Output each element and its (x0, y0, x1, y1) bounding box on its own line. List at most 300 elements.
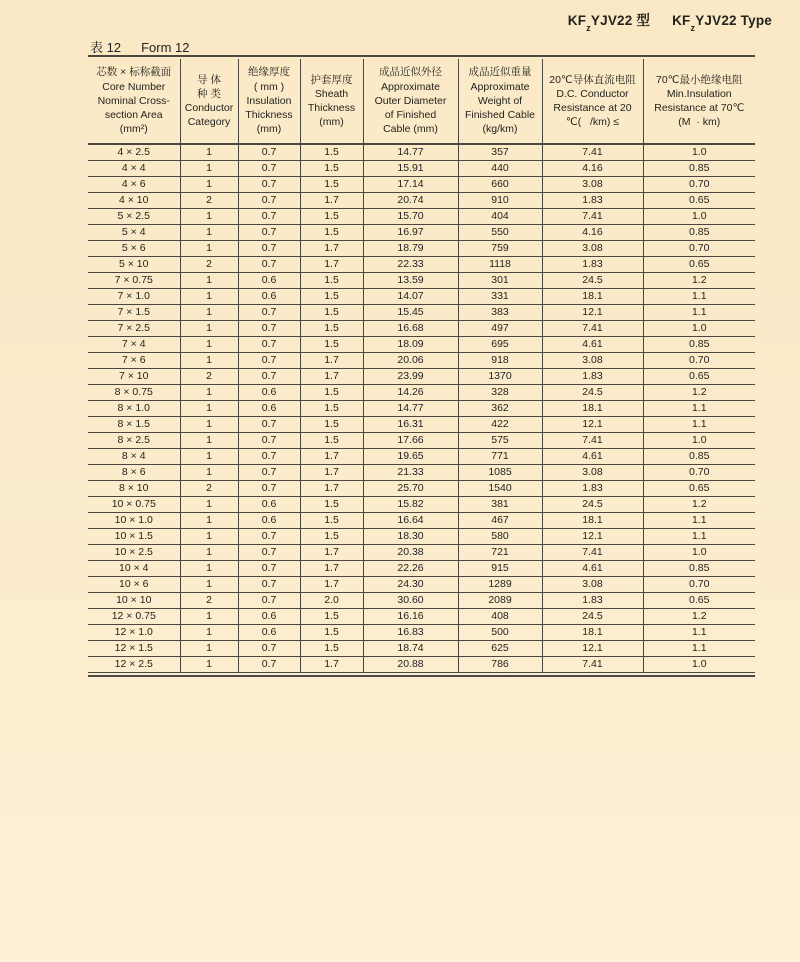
table-row (88, 161, 755, 177)
table-row (88, 449, 755, 465)
model-en-subscript: z (690, 22, 696, 33)
cell-cable-weight: 357 (458, 144, 542, 161)
cell-core-size: 10 × 1.5 (88, 529, 180, 545)
cell-dc-resistance: 18.1 (542, 625, 643, 641)
cell-insulation-thickness: 0.7 (238, 193, 300, 209)
cell-sheath-thickness: 1.7 (300, 353, 363, 369)
cell-conductor-category: 1 (180, 321, 238, 337)
table-bottom-rule (88, 675, 755, 677)
table-row (88, 257, 755, 273)
cell-cable-weight: 1370 (458, 369, 542, 385)
cell-conductor-category: 1 (180, 225, 238, 241)
table-body (88, 144, 755, 673)
cell-outer-diameter: 14.77 (363, 401, 458, 417)
cell-outer-diameter: 18.79 (363, 241, 458, 257)
cell-core-size: 12 × 1.0 (88, 625, 180, 641)
cell-sheath-thickness: 1.5 (300, 641, 363, 657)
cell-min-insulation-resistance: 1.0 (643, 209, 755, 225)
cell-core-size: 12 × 0.75 (88, 609, 180, 625)
cell-cable-weight: 625 (458, 641, 542, 657)
cell-cable-weight: 301 (458, 273, 542, 289)
cell-dc-resistance: 7.41 (542, 657, 643, 673)
cell-min-insulation-resistance: 1.1 (643, 641, 755, 657)
cell-outer-diameter: 15.91 (363, 161, 458, 177)
cell-sheath-thickness: 1.5 (300, 161, 363, 177)
cell-sheath-thickness: 1.5 (300, 144, 363, 161)
spec-table (88, 59, 755, 673)
cell-insulation-thickness: 0.6 (238, 497, 300, 513)
cell-insulation-thickness: 0.7 (238, 144, 300, 161)
cell-core-size: 8 × 10 (88, 481, 180, 497)
page-title (568, 9, 772, 31)
table-row (88, 609, 755, 625)
cell-sheath-thickness: 1.7 (300, 465, 363, 481)
cell-min-insulation-resistance: 0.65 (643, 193, 755, 209)
model-en-rest: YJV22 Type (695, 13, 772, 28)
cell-outer-diameter: 30.60 (363, 593, 458, 609)
cell-conductor-category: 1 (180, 417, 238, 433)
cell-min-insulation-resistance: 0.65 (643, 257, 755, 273)
cell-outer-diameter: 18.74 (363, 641, 458, 657)
cell-conductor-category: 1 (180, 144, 238, 161)
cell-dc-resistance: 1.83 (542, 257, 643, 273)
cell-dc-resistance: 3.08 (542, 241, 643, 257)
cell-conductor-category: 2 (180, 193, 238, 209)
cell-insulation-thickness: 0.7 (238, 593, 300, 609)
cell-min-insulation-resistance: 1.1 (643, 289, 755, 305)
table-row (88, 577, 755, 593)
cell-dc-resistance: 1.83 (542, 593, 643, 609)
column-header-outer-diameter: 成品近似外径 Approximate Outer Diameter of Finished Cable (mm) (363, 59, 458, 144)
cell-min-insulation-resistance: 1.2 (643, 385, 755, 401)
cell-outer-diameter: 18.09 (363, 337, 458, 353)
cell-sheath-thickness: 1.5 (300, 497, 363, 513)
cell-min-insulation-resistance: 0.65 (643, 593, 755, 609)
cell-sheath-thickness: 1.5 (300, 273, 363, 289)
cell-core-size: 10 × 2.5 (88, 545, 180, 561)
cell-min-insulation-resistance: 1.1 (643, 401, 755, 417)
cell-cable-weight: 381 (458, 497, 542, 513)
table-header (88, 59, 755, 144)
cell-dc-resistance: 7.41 (542, 209, 643, 225)
cell-cable-weight: 2089 (458, 593, 542, 609)
cell-core-size: 7 × 2.5 (88, 321, 180, 337)
cell-outer-diameter: 14.07 (363, 289, 458, 305)
cell-core-size: 5 × 2.5 (88, 209, 180, 225)
table-row (88, 433, 755, 449)
cell-insulation-thickness: 0.7 (238, 481, 300, 497)
cell-min-insulation-resistance: 1.0 (643, 321, 755, 337)
column-header-conductor-category: 导 体 种 类 Conductor Category (180, 59, 238, 144)
cell-core-size: 5 × 6 (88, 241, 180, 257)
cell-cable-weight: 467 (458, 513, 542, 529)
cell-cable-weight: 497 (458, 321, 542, 337)
cell-cable-weight: 721 (458, 545, 542, 561)
cell-core-size: 10 × 0.75 (88, 497, 180, 513)
cell-conductor-category: 1 (180, 577, 238, 593)
cell-insulation-thickness: 0.7 (238, 545, 300, 561)
cell-min-insulation-resistance: 1.1 (643, 625, 755, 641)
cell-min-insulation-resistance: 0.85 (643, 449, 755, 465)
cell-conductor-category: 2 (180, 257, 238, 273)
cell-insulation-thickness: 0.7 (238, 209, 300, 225)
table-row (88, 353, 755, 369)
cell-sheath-thickness: 1.5 (300, 529, 363, 545)
cell-outer-diameter: 20.74 (363, 193, 458, 209)
cell-cable-weight: 383 (458, 305, 542, 321)
cell-conductor-category: 1 (180, 561, 238, 577)
cell-dc-resistance: 7.41 (542, 144, 643, 161)
cell-sheath-thickness: 1.7 (300, 369, 363, 385)
cell-min-insulation-resistance: 1.1 (643, 417, 755, 433)
column-header-core-size: 芯数 × 标称截面 Core Number Nominal Cross- section Area (mm²) (88, 59, 180, 144)
cell-sheath-thickness: 1.7 (300, 449, 363, 465)
cell-core-size: 7 × 4 (88, 337, 180, 353)
cell-core-size: 7 × 1.5 (88, 305, 180, 321)
cell-insulation-thickness: 0.7 (238, 641, 300, 657)
cell-min-insulation-resistance: 1.1 (643, 529, 755, 545)
cell-sheath-thickness: 1.5 (300, 417, 363, 433)
cell-dc-resistance: 24.5 (542, 273, 643, 289)
cell-sheath-thickness: 1.5 (300, 385, 363, 401)
table-row (88, 369, 755, 385)
cell-conductor-category: 1 (180, 161, 238, 177)
cell-outer-diameter: 16.31 (363, 417, 458, 433)
cell-conductor-category: 1 (180, 609, 238, 625)
cell-insulation-thickness: 0.7 (238, 417, 300, 433)
cell-dc-resistance: 3.08 (542, 353, 643, 369)
cell-conductor-category: 2 (180, 593, 238, 609)
cell-outer-diameter: 25.70 (363, 481, 458, 497)
cell-cable-weight: 408 (458, 609, 542, 625)
cell-min-insulation-resistance: 1.2 (643, 609, 755, 625)
cell-dc-resistance: 1.83 (542, 193, 643, 209)
cell-min-insulation-resistance: 0.70 (643, 177, 755, 193)
cell-core-size: 7 × 10 (88, 369, 180, 385)
table-row (88, 545, 755, 561)
cell-cable-weight: 575 (458, 433, 542, 449)
cell-dc-resistance: 4.61 (542, 449, 643, 465)
cell-min-insulation-resistance: 0.85 (643, 561, 755, 577)
header-row (88, 59, 755, 144)
table-row (88, 401, 755, 417)
table-row (88, 625, 755, 641)
cell-outer-diameter: 22.26 (363, 561, 458, 577)
cell-outer-diameter: 15.45 (363, 305, 458, 321)
column-header-dc-resistance: 20℃导体直流电阻 D.C. Conductor Resistance at 20 ℃( /km) ≤ (542, 59, 643, 144)
column-header-cable-weight: 成品近似重量 Approximate Weight of Finished Cable (kg/km) (458, 59, 542, 144)
cell-dc-resistance: 7.41 (542, 321, 643, 337)
cell-sheath-thickness: 1.7 (300, 561, 363, 577)
cell-insulation-thickness: 0.6 (238, 273, 300, 289)
cell-outer-diameter: 21.33 (363, 465, 458, 481)
cell-dc-resistance: 1.83 (542, 369, 643, 385)
cell-dc-resistance: 12.1 (542, 417, 643, 433)
cell-sheath-thickness: 1.5 (300, 321, 363, 337)
cell-conductor-category: 1 (180, 513, 238, 529)
cell-outer-diameter: 16.68 (363, 321, 458, 337)
cell-sheath-thickness: 1.5 (300, 433, 363, 449)
cell-conductor-category: 1 (180, 241, 238, 257)
cell-insulation-thickness: 0.7 (238, 465, 300, 481)
cell-cable-weight: 362 (458, 401, 542, 417)
cell-core-size: 12 × 2.5 (88, 657, 180, 673)
table-caption-en: Form 12 (141, 40, 190, 55)
cell-insulation-thickness: 0.7 (238, 657, 300, 673)
cell-core-size: 4 × 6 (88, 177, 180, 193)
cell-cable-weight: 404 (458, 209, 542, 225)
cell-insulation-thickness: 0.7 (238, 257, 300, 273)
cell-min-insulation-resistance: 0.65 (643, 369, 755, 385)
cell-insulation-thickness: 0.7 (238, 337, 300, 353)
table-caption-cn: 表 12 (90, 40, 122, 55)
cell-dc-resistance: 24.5 (542, 497, 643, 513)
cell-insulation-thickness: 0.7 (238, 433, 300, 449)
cell-cable-weight: 695 (458, 337, 542, 353)
cell-min-insulation-resistance: 0.70 (643, 577, 755, 593)
cell-conductor-category: 1 (180, 273, 238, 289)
cell-dc-resistance: 3.08 (542, 465, 643, 481)
cell-min-insulation-resistance: 1.0 (643, 144, 755, 161)
cell-conductor-category: 1 (180, 385, 238, 401)
cell-min-insulation-resistance: 0.70 (643, 241, 755, 257)
cell-min-insulation-resistance: 0.70 (643, 353, 755, 369)
cell-conductor-category: 1 (180, 177, 238, 193)
cell-cable-weight: 1540 (458, 481, 542, 497)
cell-sheath-thickness: 1.5 (300, 225, 363, 241)
table-row (88, 465, 755, 481)
cell-conductor-category: 1 (180, 465, 238, 481)
cell-outer-diameter: 15.70 (363, 209, 458, 225)
cell-dc-resistance: 18.1 (542, 513, 643, 529)
cell-outer-diameter: 20.38 (363, 545, 458, 561)
cell-dc-resistance: 12.1 (542, 641, 643, 657)
cell-dc-resistance: 7.41 (542, 433, 643, 449)
cell-core-size: 4 × 10 (88, 193, 180, 209)
cell-conductor-category: 1 (180, 641, 238, 657)
table-row (88, 305, 755, 321)
column-header-insulation-thickness: 绝缘厚度 ( mm ) Insulation Thickness (mm) (238, 59, 300, 144)
cell-conductor-category: 1 (180, 497, 238, 513)
cell-insulation-thickness: 0.7 (238, 561, 300, 577)
model-cn-prefix: KF (567, 13, 587, 28)
cell-insulation-thickness: 0.7 (238, 305, 300, 321)
cell-conductor-category: 1 (180, 289, 238, 305)
cell-outer-diameter: 22.33 (363, 257, 458, 273)
cell-outer-diameter: 13.59 (363, 273, 458, 289)
cell-sheath-thickness: 1.7 (300, 657, 363, 673)
cell-dc-resistance: 18.1 (542, 401, 643, 417)
cell-core-size: 8 × 0.75 (88, 385, 180, 401)
cell-sheath-thickness: 1.5 (300, 609, 363, 625)
cell-outer-diameter: 19.65 (363, 449, 458, 465)
cell-cable-weight: 660 (458, 177, 542, 193)
cell-dc-resistance: 4.61 (542, 337, 643, 353)
cell-core-size: 10 × 6 (88, 577, 180, 593)
cell-outer-diameter: 16.16 (363, 609, 458, 625)
model-cn-rest: YJV22 型 (590, 13, 651, 28)
cell-cable-weight: 771 (458, 449, 542, 465)
table-row (88, 481, 755, 497)
cell-cable-weight: 1118 (458, 257, 542, 273)
cell-sheath-thickness: 1.7 (300, 241, 363, 257)
cell-outer-diameter: 14.26 (363, 385, 458, 401)
cell-dc-resistance: 18.1 (542, 289, 643, 305)
table-row (88, 225, 755, 241)
cell-conductor-category: 1 (180, 449, 238, 465)
cell-insulation-thickness: 0.6 (238, 289, 300, 305)
cell-sheath-thickness: 1.5 (300, 337, 363, 353)
cell-sheath-thickness: 1.7 (300, 481, 363, 497)
cell-dc-resistance: 4.16 (542, 161, 643, 177)
cell-dc-resistance: 1.83 (542, 481, 643, 497)
cell-insulation-thickness: 0.7 (238, 353, 300, 369)
cell-min-insulation-resistance: 0.85 (643, 161, 755, 177)
cell-sheath-thickness: 1.7 (300, 545, 363, 561)
cell-cable-weight: 580 (458, 529, 542, 545)
cell-sheath-thickness: 1.5 (300, 625, 363, 641)
column-header-sheath-thickness: 护套厚度 Sheath Thickness (mm) (300, 59, 363, 144)
cell-min-insulation-resistance: 1.0 (643, 433, 755, 449)
cell-conductor-category: 1 (180, 353, 238, 369)
cell-core-size: 8 × 6 (88, 465, 180, 481)
cell-min-insulation-resistance: 0.65 (643, 481, 755, 497)
cell-insulation-thickness: 0.7 (238, 177, 300, 193)
cell-insulation-thickness: 0.6 (238, 401, 300, 417)
cell-insulation-thickness: 0.6 (238, 609, 300, 625)
cell-cable-weight: 328 (458, 385, 542, 401)
cell-core-size: 10 × 1.0 (88, 513, 180, 529)
cell-min-insulation-resistance: 0.85 (643, 225, 755, 241)
cell-conductor-category: 2 (180, 369, 238, 385)
spec-table-wrap (88, 55, 755, 677)
cell-core-size: 8 × 1.0 (88, 401, 180, 417)
cell-outer-diameter: 20.06 (363, 353, 458, 369)
cell-sheath-thickness: 1.5 (300, 513, 363, 529)
table-row (88, 513, 755, 529)
cell-conductor-category: 1 (180, 305, 238, 321)
cell-dc-resistance: 4.16 (542, 225, 643, 241)
cell-core-size: 8 × 4 (88, 449, 180, 465)
cell-core-size: 12 × 1.5 (88, 641, 180, 657)
cell-insulation-thickness: 0.7 (238, 161, 300, 177)
cell-min-insulation-resistance: 1.1 (643, 513, 755, 529)
cell-outer-diameter: 16.64 (363, 513, 458, 529)
cell-insulation-thickness: 0.7 (238, 241, 300, 257)
cell-insulation-thickness: 0.6 (238, 513, 300, 529)
cell-core-size: 7 × 6 (88, 353, 180, 369)
cell-conductor-category: 1 (180, 433, 238, 449)
model-en-prefix: KF (672, 13, 691, 28)
cell-insulation-thickness: 0.7 (238, 449, 300, 465)
table-row (88, 337, 755, 353)
cell-dc-resistance: 24.5 (542, 385, 643, 401)
cell-conductor-category: 1 (180, 401, 238, 417)
cell-core-size: 4 × 4 (88, 161, 180, 177)
cell-dc-resistance: 7.41 (542, 545, 643, 561)
cell-dc-resistance: 3.08 (542, 177, 643, 193)
table-row (88, 209, 755, 225)
cell-sheath-thickness: 1.5 (300, 401, 363, 417)
cell-sheath-thickness: 2.0 (300, 593, 363, 609)
cell-core-size: 7 × 1.0 (88, 289, 180, 305)
cell-core-size: 7 × 0.75 (88, 273, 180, 289)
cell-cable-weight: 1289 (458, 577, 542, 593)
cell-dc-resistance: 12.1 (542, 305, 643, 321)
cell-dc-resistance: 24.5 (542, 609, 643, 625)
cell-insulation-thickness: 0.7 (238, 225, 300, 241)
cell-min-insulation-resistance: 1.2 (643, 497, 755, 513)
model-cn-subscript: z (586, 22, 591, 33)
cell-conductor-category: 1 (180, 209, 238, 225)
table-row (88, 193, 755, 209)
cell-dc-resistance: 4.61 (542, 561, 643, 577)
table-row (88, 273, 755, 289)
cell-insulation-thickness: 0.7 (238, 577, 300, 593)
cell-outer-diameter: 17.14 (363, 177, 458, 193)
cell-core-size: 10 × 10 (88, 593, 180, 609)
column-header-min-insulation-resistance: 70℃最小绝缘电阻 Min.Insulation Resistance at 70℃ (M · km) (643, 59, 755, 144)
table-row (88, 144, 755, 161)
cell-sheath-thickness: 1.5 (300, 177, 363, 193)
cell-sheath-thickness: 1.7 (300, 577, 363, 593)
cell-dc-resistance: 3.08 (542, 577, 643, 593)
table-row (88, 321, 755, 337)
cell-conductor-category: 1 (180, 545, 238, 561)
cell-core-size: 4 × 2.5 (88, 144, 180, 161)
cell-cable-weight: 759 (458, 241, 542, 257)
cell-min-insulation-resistance: 0.85 (643, 337, 755, 353)
cell-core-size: 8 × 1.5 (88, 417, 180, 433)
cell-cable-weight: 915 (458, 561, 542, 577)
cell-cable-weight: 550 (458, 225, 542, 241)
table-row (88, 497, 755, 513)
cell-cable-weight: 500 (458, 625, 542, 641)
cell-core-size: 5 × 10 (88, 257, 180, 273)
cell-outer-diameter: 17.66 (363, 433, 458, 449)
cell-min-insulation-resistance: 1.0 (643, 657, 755, 673)
cell-core-size: 5 × 4 (88, 225, 180, 241)
cell-cable-weight: 422 (458, 417, 542, 433)
cell-sheath-thickness: 1.7 (300, 257, 363, 273)
cell-cable-weight: 918 (458, 353, 542, 369)
cell-core-size: 10 × 4 (88, 561, 180, 577)
table-row (88, 593, 755, 609)
cell-core-size: 8 × 2.5 (88, 433, 180, 449)
cell-min-insulation-resistance: 1.0 (643, 545, 755, 561)
cell-cable-weight: 786 (458, 657, 542, 673)
cell-sheath-thickness: 1.5 (300, 305, 363, 321)
cell-outer-diameter: 23.99 (363, 369, 458, 385)
cell-insulation-thickness: 0.7 (238, 369, 300, 385)
cell-outer-diameter: 15.82 (363, 497, 458, 513)
cell-min-insulation-resistance: 1.1 (643, 305, 755, 321)
table-row (88, 529, 755, 545)
cell-outer-diameter: 16.83 (363, 625, 458, 641)
cell-conductor-category: 1 (180, 529, 238, 545)
table-caption (90, 37, 189, 56)
cell-min-insulation-resistance: 1.2 (643, 273, 755, 289)
cell-outer-diameter: 20.88 (363, 657, 458, 673)
cell-cable-weight: 331 (458, 289, 542, 305)
table-row (88, 561, 755, 577)
cell-outer-diameter: 14.77 (363, 144, 458, 161)
cell-dc-resistance: 12.1 (542, 529, 643, 545)
cell-insulation-thickness: 0.7 (238, 321, 300, 337)
table-row (88, 241, 755, 257)
cell-conductor-category: 2 (180, 481, 238, 497)
cell-conductor-category: 1 (180, 337, 238, 353)
